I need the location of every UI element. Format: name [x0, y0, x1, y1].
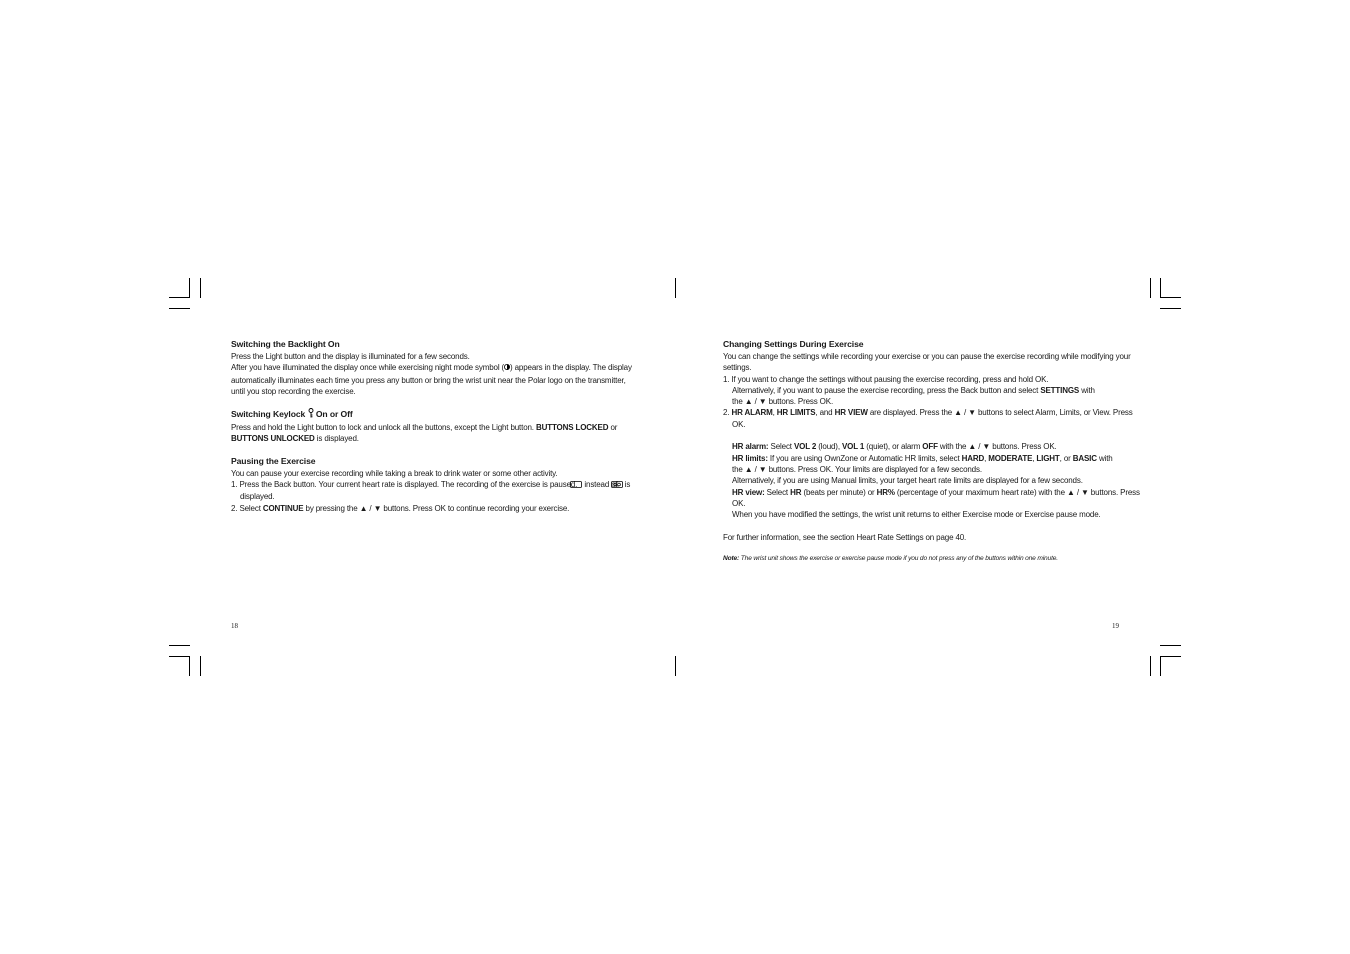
hr-alarm-line — [732, 441, 1143, 452]
settings-step-2 — [723, 407, 1143, 430]
backlight-text-2 — [231, 362, 641, 397]
hr-view-line-2: When you have modified the settings, the wrist unit returns to either Exercise mode or Exercise pause mode. — [732, 510, 1101, 520]
crop-mark — [169, 656, 190, 657]
hr-alarm-label: HR alarm: — [732, 442, 769, 452]
crop-mark — [1160, 645, 1181, 646]
crop-mark — [200, 278, 201, 298]
backlight-text-1: Press the Light button and the display is illuminated for a few seconds. — [231, 352, 470, 361]
note — [723, 554, 1143, 563]
crop-mark — [1160, 278, 1161, 298]
hr-alarm-c: (quiet), or alarm — [866, 442, 921, 452]
backlight-text-2a: After you have illuminated the display once while exercising night mode symbol ( — [231, 363, 505, 373]
crop-mark — [1150, 656, 1151, 676]
basic-label: BASIC — [1072, 453, 1097, 463]
pausing-step-2b: by pressing the ▲ / ▼ buttons. Press OK to continue recording your exercise. — [305, 503, 570, 513]
crop-mark — [169, 297, 190, 298]
settings-alt-1c: the ▲ / ▼ buttons. Press OK. — [732, 397, 834, 407]
backlight-text-2b: ) appears in the display. The display automatically illuminates each time you press any button or bring the wrist unit near the Polar logo on the transmitter, until you stop recording the exercise. — [231, 363, 632, 396]
crop-mark — [1160, 308, 1181, 309]
settings-step-2b: are displayed. Press the ▲ / ▼ buttons to select Alarm, Limits, or View. Press OK. — [732, 408, 1133, 429]
spacer — [723, 543, 1143, 554]
hr-limits-line-3: Alternatively, if you are using Manual limits, your target heart rate limits are displayed for a few seconds. — [732, 476, 1083, 486]
hr-limits-line-2: the ▲ / ▼ buttons. Press OK. Your limits are displayed for a few seconds. — [732, 464, 982, 474]
crop-mark — [1160, 656, 1181, 657]
light-label: LIGHT — [1036, 453, 1060, 463]
settings-alt-1a: Alternatively, if you want to pause the exercise recording, press the Back button and select — [732, 385, 1039, 395]
backlight-heading: Switching the Backlight On — [231, 339, 340, 349]
moderate-label: MODERATE — [988, 453, 1033, 463]
crop-mark — [189, 278, 190, 298]
hr-view-b: (beats per minute) or — [803, 487, 875, 497]
settings-step-1: 1. If you want to change the settings without pausing the exercise recording, press and hold OK. — [723, 374, 1049, 384]
hr-limits-a: If you are using OwnZone or Automatic HR limits, select — [769, 453, 960, 463]
buttons-unlocked-label: BUTTONS UNLOCKED — [231, 434, 315, 444]
hr-limits-b: with — [1098, 453, 1113, 463]
pausing-heading: Pausing the Exercise — [231, 455, 316, 466]
continue-label: CONTINUE — [262, 503, 304, 513]
crop-mark — [1160, 656, 1161, 676]
keylock-section — [231, 408, 641, 445]
note-label: Note: — [723, 555, 740, 563]
hr-alarm-d: with the ▲ / ▼ buttons. Press OK. — [939, 442, 1057, 452]
crop-mark — [189, 656, 190, 676]
pausing-section — [231, 456, 641, 514]
hr-view-caps: HR VIEW — [834, 408, 868, 418]
pausing-step-1 — [231, 479, 641, 503]
crop-mark — [169, 645, 190, 646]
crop-mark — [675, 278, 676, 298]
keylock-heading — [231, 408, 641, 421]
hr-alarm-a: Select — [770, 442, 792, 452]
keylock-icon — [308, 408, 314, 421]
settings-heading: Changing Settings During Exercise — [723, 339, 864, 349]
hr-view-label: HR view: — [732, 487, 765, 497]
spacer — [231, 397, 641, 408]
hr-limits-caps: HR LIMITS — [776, 408, 816, 418]
off-label: OFF — [922, 442, 938, 452]
further-info: For further information, see the section Heart Rate Settings on page 40. — [723, 532, 967, 542]
settings-label: SETTINGS — [1040, 385, 1080, 395]
hr-percent-label: HR% — [876, 487, 895, 497]
hr-options-block — [723, 441, 1143, 520]
recording-display-icon — [620, 480, 623, 491]
settings-alt-1b: with — [1081, 385, 1095, 395]
hr-view-c: (percentage of your maximum heart rate) with the ▲ / ▼ buttons. Press OK. — [732, 487, 1140, 508]
hr-view-line — [732, 487, 1143, 510]
backlight-section — [231, 339, 641, 397]
keylock-text — [231, 422, 641, 445]
pausing-step-1b: instead of — [584, 480, 618, 490]
hr-view-a: Select — [766, 487, 789, 497]
left-page-column — [231, 339, 641, 514]
crop-mark — [200, 656, 201, 676]
keylock-heading-b: On or Off — [315, 409, 353, 420]
spacer — [723, 430, 1143, 441]
hr-label: HR — [790, 487, 802, 497]
pausing-step-2 — [231, 503, 641, 514]
pausing-intro: You can pause your exercise recording while taking a break to drink water or some other activity. — [231, 468, 558, 478]
hard-label: HARD — [961, 453, 985, 463]
keylock-heading-a: Switching Keylock — [231, 409, 306, 420]
pause-display-icon — [579, 480, 582, 491]
and-text: , and — [815, 408, 833, 418]
settings-step-2a: 2. — [723, 408, 730, 418]
keylock-text-b: is displayed. — [316, 434, 359, 444]
hr-alarm-b: (loud), — [818, 442, 840, 452]
settings-alt-1 — [723, 385, 1143, 396]
pausing-step-1a: 1. Press the Back button. Your current heart rate is displayed. The recording of the exercise is paused. — [231, 480, 578, 490]
spacer — [723, 520, 1143, 531]
crop-mark — [1150, 278, 1151, 298]
note-text: The wrist unit shows the exercise or exercise pause mode if you do not press any of the buttons within one minute. — [740, 555, 1058, 563]
crop-mark — [169, 308, 190, 309]
vol2-label: VOL 2 — [793, 442, 817, 452]
or-text: , or — [1059, 453, 1071, 463]
pausing-step-2a: 2. Select — [231, 503, 261, 513]
right-page-column — [723, 339, 1143, 563]
settings-intro: You can change the settings while recording your exercise or you can pause the exercise recording while modifying your settings. — [723, 352, 1131, 373]
hr-alarm-caps: HR ALARM — [731, 408, 773, 418]
hr-limits-line: HR limits: If you are using OwnZone or Automatic HR limits, select HARD, MODERATE, LIGHT, or BASIC with — [732, 453, 1113, 463]
crop-mark — [675, 656, 676, 676]
pausing-step-1c: is displayed. — [240, 480, 631, 502]
keylock-text-a: Press and hold the Light button to lock and unlock all the buttons, except the Light button. — [231, 423, 534, 433]
page-number-right: 19 — [1112, 622, 1119, 630]
keylock-or: or — [610, 423, 618, 433]
crop-mark — [1160, 297, 1181, 298]
vol1-label: VOL 1 — [841, 442, 865, 452]
hr-limits-label: HR limits: — [732, 453, 768, 463]
comma: , — [772, 408, 775, 418]
spacer — [231, 445, 641, 456]
page-number-left: 18 — [231, 622, 238, 630]
buttons-locked-label: BUTTONS LOCKED — [535, 423, 609, 433]
